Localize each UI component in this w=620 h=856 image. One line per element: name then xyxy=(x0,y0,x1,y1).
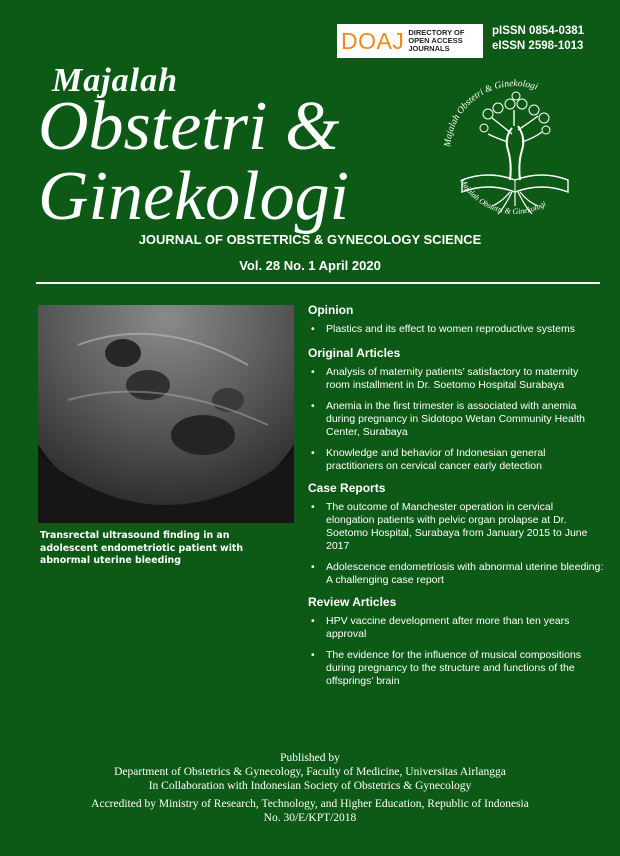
section-opinion xyxy=(308,303,604,336)
ultrasound-image xyxy=(38,305,294,523)
section-review-articles xyxy=(308,595,604,688)
svg-text:Majalah Obstetri & Ginekologi xyxy=(443,79,539,148)
divider xyxy=(36,282,600,284)
article-item[interactable]: • The outcome of Manchester operation in cervical elongation patients with pelvic organ prolapse at Dr. Soetomo Hospital, Surabaya from January 2015 to June 2017 xyxy=(308,501,604,553)
accreditation: Accredited by Ministry of Research, Technology, and Higher Education, Republic of Indonesia xyxy=(91,798,529,810)
section-title: Case Reports xyxy=(308,481,386,495)
svg-text:Majalah Obstetri & Ginekologi xyxy=(457,176,547,216)
article-item[interactable]: • Knowledge and behavior of Indonesian general practitioners on cervical cancer early detection xyxy=(308,447,604,473)
collaboration: In Collaboration with Indonesian Society of Obstetrics & Gynecology xyxy=(148,780,472,792)
pissn: pISSN 0854-0381 xyxy=(492,25,585,37)
title-obstetri: Obstetri & xyxy=(38,88,340,165)
section-title: Original Articles xyxy=(308,346,401,360)
section-title: Opinion xyxy=(308,303,354,317)
section-original-articles xyxy=(308,346,604,473)
article-item[interactable]: • Analysis of maternity patients’ satisfactory to maternity room installment in Dr. Soetomo Hospital Surabaya xyxy=(308,366,604,392)
volume-issue: Vol. 28 No. 1 April 2020 xyxy=(239,258,381,273)
article-item[interactable]: • HPV vaccine development after more than ten years approval xyxy=(308,615,604,641)
article-item[interactable]: • Plastics and its effect to women reproductive systems xyxy=(308,323,604,336)
doaj-badge[interactable] xyxy=(337,24,483,58)
cover-caption: Transrectal ultrasound finding in an adolescent endometriotic patient with abnormal uterine bleeding xyxy=(40,530,244,566)
section-case-reports xyxy=(308,481,604,587)
accreditation-number: No. 30/E/KPT/2018 xyxy=(263,812,357,824)
table-of-contents xyxy=(308,303,604,696)
journal-title: JOURNAL OF OBSTETRICS & GYNECOLOGY SCIENCE xyxy=(138,232,482,247)
publisher-department: Department of Obstetrics & Gynecology, Faculty of Medicine, Universitas Airlangga xyxy=(114,766,506,778)
publisher-footer xyxy=(0,752,620,826)
doaj-logo: DOAJ xyxy=(341,27,405,54)
doaj-subtitle: DIRECTORY OF OPEN ACCESS JOURNALS xyxy=(408,28,465,53)
title-ginekologi: Ginekologi xyxy=(38,158,350,235)
section-title: Review Articles xyxy=(308,595,397,609)
article-item[interactable]: • Adolescence endometriosis with abnormal uterine bleeding: A challenging case report xyxy=(308,561,604,587)
eissn: eISSN 2598-1013 xyxy=(492,40,584,52)
article-item[interactable]: • The evidence for the influence of musical compositions during pregnancy to the structure and functions of the offsprings’ brain xyxy=(308,649,604,688)
seal-bottom-text: Majalah Obstetri & Ginekologi xyxy=(457,176,548,216)
issn-block xyxy=(492,24,584,54)
seal-top-text: Majalah Obstetri & Ginekologi xyxy=(443,78,539,148)
tree-book-seal-icon xyxy=(432,68,598,234)
article-item[interactable]: • Anemia in the first trimester is associated with anemia during pregnancy in Sidotopo Wetan Community Health Center, Surabaya xyxy=(308,400,604,439)
published-by: Published by xyxy=(280,752,340,764)
title-majalah: Majalah xyxy=(52,62,179,99)
